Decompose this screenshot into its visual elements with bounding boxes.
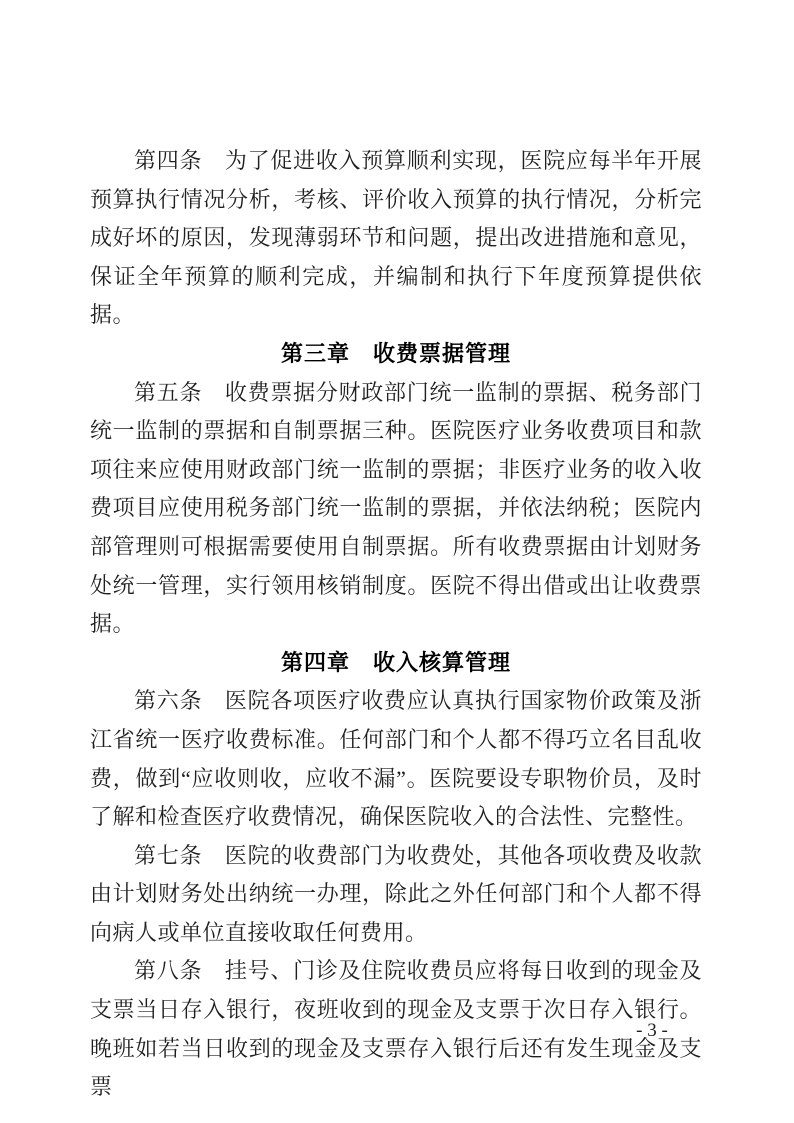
chapter-heading-3: 第三章 收费票据管理 <box>280 340 511 366</box>
chapter-heading-4: 第四章 收入核算管理 <box>280 649 511 675</box>
page-number: - 3 - <box>636 1020 668 1041</box>
paragraph-article-6: 第六条 医院各项医疗收费应认真执行国家物价政策及浙江省统一医疗收费标准。任何部门和个人都不得巧立名目乱收费，做到“应收则收，应收不漏”。医院要设专职物价员，及时了解和检查医疗收费情况，确保医院收入的合法性、完整性。 <box>90 688 703 830</box>
paragraph-article-8: 第八条 挂号、门诊及住院收费员应将每日收到的现金及支票当日存入银行，夜班收到的现金及支票于次日存入银行。晚班如若当日收到的现金及支票存入银行后还有发生现金及支票 <box>90 958 702 1100</box>
document-body <box>90 142 702 1107</box>
paragraph-article-4: 第四条 为了促进收入预算顺利实现，医院应每半年开展预算执行情况分析，考核、评价收入预算的执行情况，分析完成好坏的原因，发现薄弱环节和问题，提出改进措施和意见，保证全年预算的顺利完成，并编制和执行下年度预算提供依据。 <box>90 148 702 328</box>
paragraph-article-5: 第五条 收费票据分财政部门统一监制的票据、税务部门统一监制的票据和自制票据三种。医院医疗业务收费项目和款项往来应使用财政部门统一监制的票据；非医疗业务的收入收费项目应使用税务部门统一监制的票据，并依法纳税；医院内部管理则可根据需要使用自制票据。所有收费票据由计划财务处统一管理，实行领用核销制度。医院不得出借或出让收费票据。 <box>90 379 702 637</box>
paragraph-article-7: 第七条 医院的收费部门为收费处，其他各项收费及收款由计划财务处出纳统一办理，除此之外任何部门和个人都不得向病人或单位直接收取任何费用。 <box>90 842 702 945</box>
